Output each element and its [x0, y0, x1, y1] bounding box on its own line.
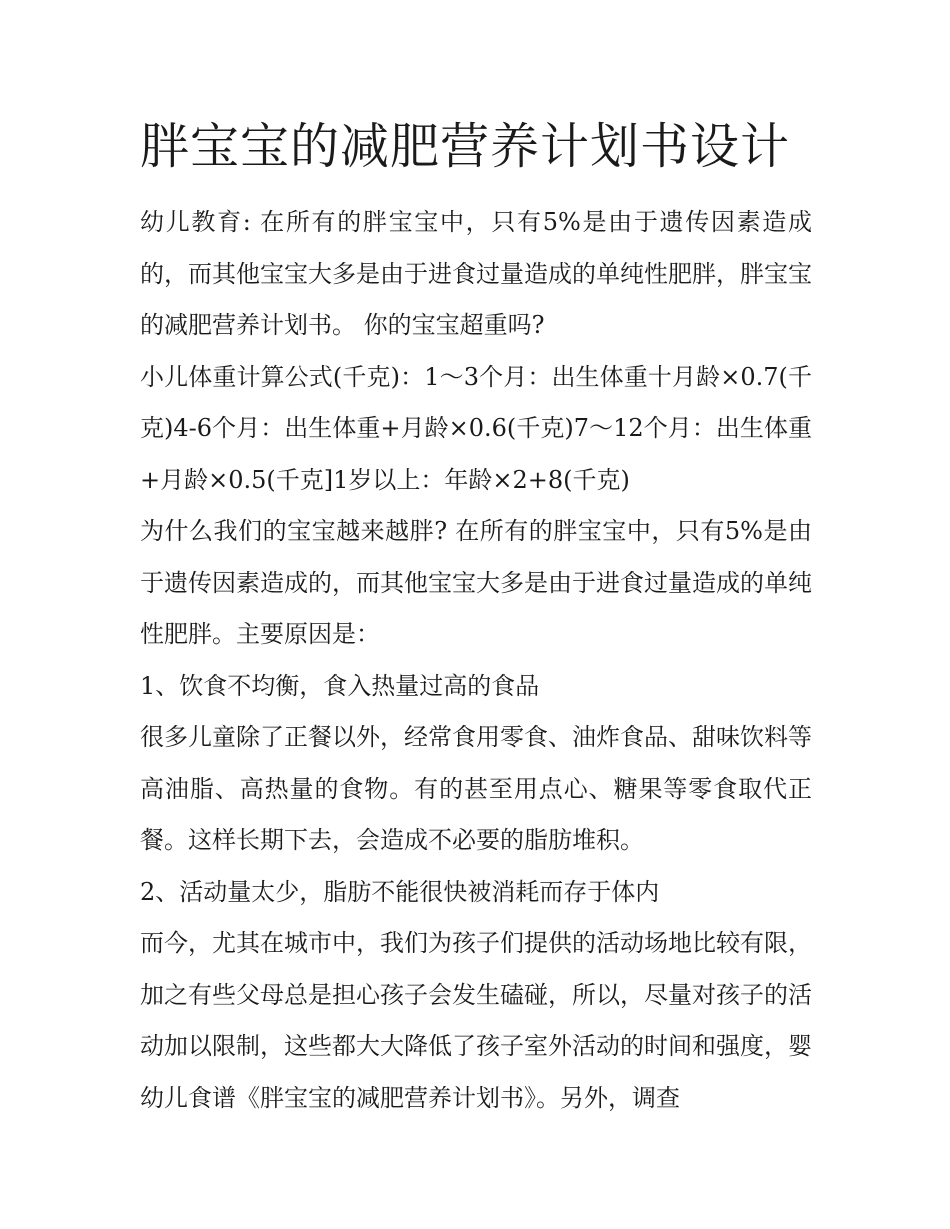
- paragraph-reason-1-detail: 很多儿童除了正餐以外，经常食用零食、油炸食品、甜味饮料等高油脂、高热量的食物。有的甚至用点心、糖果等零食取代正餐。这样长期下去，会造成不必要的脂肪堆积。: [140, 723, 812, 854]
- document-body: [140, 197, 812, 1124]
- paragraph-why-fat: 为什么我们的宝宝越来越胖? 在所有的胖宝宝中，只有5%是由于遗传因素造成的，而其他宝宝大多是由于进食过量造成的单纯性肥胖。主要原因是：: [140, 517, 812, 648]
- paragraph-reason-2-detail: 而今，尤其在城市中，我们为孩子们提供的活动场地比较有限，加之有些父母总是担心孩子会发生磕碰，所以，尽量对孩子的活动加以限制，这些都大大降低了孩子室外活动的时间和强度，婴幼儿食谱《胖宝宝的减肥营养计划书》。另外，调查: [140, 929, 812, 1112]
- document-title: 胖宝宝的减肥营养计划书设计: [140, 118, 791, 175]
- paragraph-reason-2-heading: 2、活动量太少，脂肪不能很快被消耗而存于体内: [140, 877, 660, 906]
- paragraph-intro: 幼儿教育: 在所有的胖宝宝中，只有5%是由于遗传因素造成的，而其他宝宝大多是由于进食过量造成的单纯性肥胖，胖宝宝的减肥营养计划书。 你的宝宝超重吗?: [140, 208, 812, 339]
- paragraph-reason-1-heading: 1、饮食不均衡，食入热量过高的食品: [140, 671, 540, 700]
- paragraph-weight-formula: 小儿体重计算公式(千克)：1～3个月：出生体重十月龄×0.7(千克)4-6个月：出生体重+月龄×0.6(千克)7～12个月：出生体重+月龄×0.5(千克]1岁以上：年龄×2+8(千克): [140, 362, 812, 494]
